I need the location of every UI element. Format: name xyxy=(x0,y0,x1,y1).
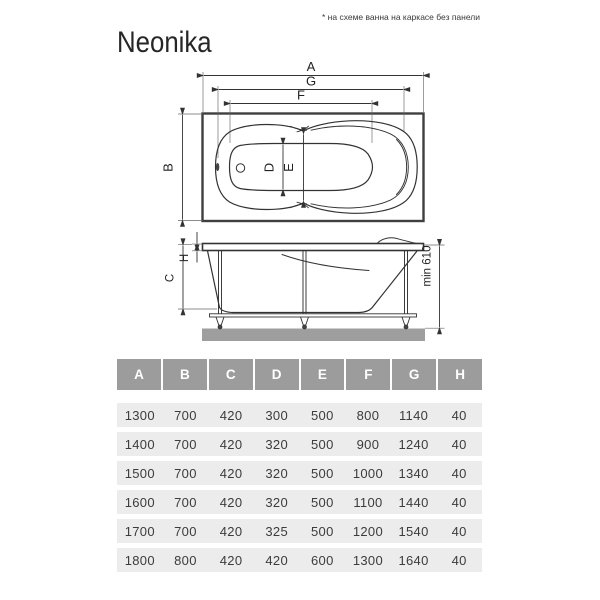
dim-label-h: H xyxy=(179,253,191,263)
table-cell: 1600 xyxy=(124,494,155,510)
column-header-f: F xyxy=(346,359,390,390)
table-cell: 800 xyxy=(174,552,197,568)
table-cell: 1800 xyxy=(124,552,155,568)
table-cell: 700 xyxy=(174,407,197,423)
dim-label-e: E xyxy=(281,163,296,172)
table-row xyxy=(117,461,482,485)
table-cell: 420 xyxy=(219,465,243,481)
table-row xyxy=(117,432,482,456)
table-cell: 420 xyxy=(219,436,243,452)
top-view xyxy=(161,59,424,221)
table-cell: 1240 xyxy=(398,436,429,452)
table-cell: 325 xyxy=(265,523,288,539)
drain-icon xyxy=(236,164,244,172)
dim-label-f: F xyxy=(297,87,305,103)
table-cell: 1200 xyxy=(352,523,383,539)
dim-label-d: D xyxy=(261,162,277,173)
frame-bottom-bar xyxy=(210,314,417,317)
column-header-g: G xyxy=(392,359,436,390)
table-cell: 700 xyxy=(174,494,197,510)
column-header-a: A xyxy=(117,359,161,390)
dim-label-min-height: min 610 xyxy=(421,245,434,287)
overflow-icon xyxy=(216,163,219,171)
frame-posts xyxy=(219,251,408,317)
table-cell: 1140 xyxy=(398,407,429,423)
table-cell: 1300 xyxy=(352,552,383,568)
table-row xyxy=(117,403,482,427)
table-cell: 900 xyxy=(356,436,380,452)
table-cell: 1400 xyxy=(124,436,155,452)
table-cell: 1500 xyxy=(124,465,155,481)
tub-rim xyxy=(203,244,424,251)
table-row xyxy=(117,519,482,543)
table-cell: 420 xyxy=(219,494,243,510)
column-header-d: D xyxy=(255,359,299,390)
table-cell: 700 xyxy=(174,465,197,481)
table-cell: 1700 xyxy=(124,523,155,539)
dim-label-b: B xyxy=(160,163,176,172)
table-cell: 40 xyxy=(451,494,467,510)
column-header-e: E xyxy=(301,359,345,390)
tub-side-profile xyxy=(208,251,418,313)
frame-feet xyxy=(216,317,410,329)
table-cell: 600 xyxy=(311,552,334,568)
dim-label-g: G xyxy=(305,73,317,89)
table-cell: 320 xyxy=(265,494,288,510)
column-header-c: C xyxy=(209,359,253,390)
table-cell: 40 xyxy=(451,407,467,423)
table-cell: 40 xyxy=(451,552,467,568)
table-cell: 40 xyxy=(451,523,467,539)
table-cell: 700 xyxy=(174,523,197,539)
table-cell: 420 xyxy=(219,407,243,423)
product-title-text: Neonika xyxy=(117,26,212,59)
table-cell: 800 xyxy=(356,407,380,423)
column-header-b: B xyxy=(163,359,207,390)
table-cell: 320 xyxy=(265,436,288,452)
table-cell: 1540 xyxy=(398,523,429,539)
table-cell: 500 xyxy=(311,436,334,452)
table-row xyxy=(117,490,482,514)
dim-label-c: C xyxy=(164,273,177,283)
table-cell: 420 xyxy=(265,552,288,568)
table-cell: 300 xyxy=(265,407,288,423)
table-cell: 320 xyxy=(265,465,288,481)
floor xyxy=(202,329,425,342)
table-cell: 1100 xyxy=(353,494,383,510)
headrest-bump xyxy=(377,238,418,244)
table-cell: 1440 xyxy=(398,494,429,510)
table-cell: 420 xyxy=(219,523,243,539)
footnote: * на схеме ванна на каркасе без панели xyxy=(322,12,481,22)
column-header-h: H xyxy=(438,359,482,390)
table-cell: 1340 xyxy=(398,465,429,481)
table-cell: 500 xyxy=(311,523,334,539)
dim-label-a: A xyxy=(306,59,316,74)
table-cell: 500 xyxy=(311,407,334,423)
table-cell: 40 xyxy=(451,465,467,481)
dimension-table xyxy=(117,359,482,577)
table-cell: 420 xyxy=(219,552,243,568)
table-cell: 1640 xyxy=(398,552,429,568)
table-cell: 700 xyxy=(174,436,197,452)
table-cell: 500 xyxy=(311,494,334,510)
table-cell: 1000 xyxy=(352,465,383,481)
table-body xyxy=(117,403,482,572)
table-row xyxy=(117,548,482,572)
table-header-row xyxy=(117,359,482,390)
table-cell: 1300 xyxy=(124,407,155,423)
table-cell: 500 xyxy=(311,465,334,481)
table-cell: 40 xyxy=(451,436,467,452)
side-view xyxy=(165,232,445,341)
tub-interior-curve xyxy=(282,255,369,271)
